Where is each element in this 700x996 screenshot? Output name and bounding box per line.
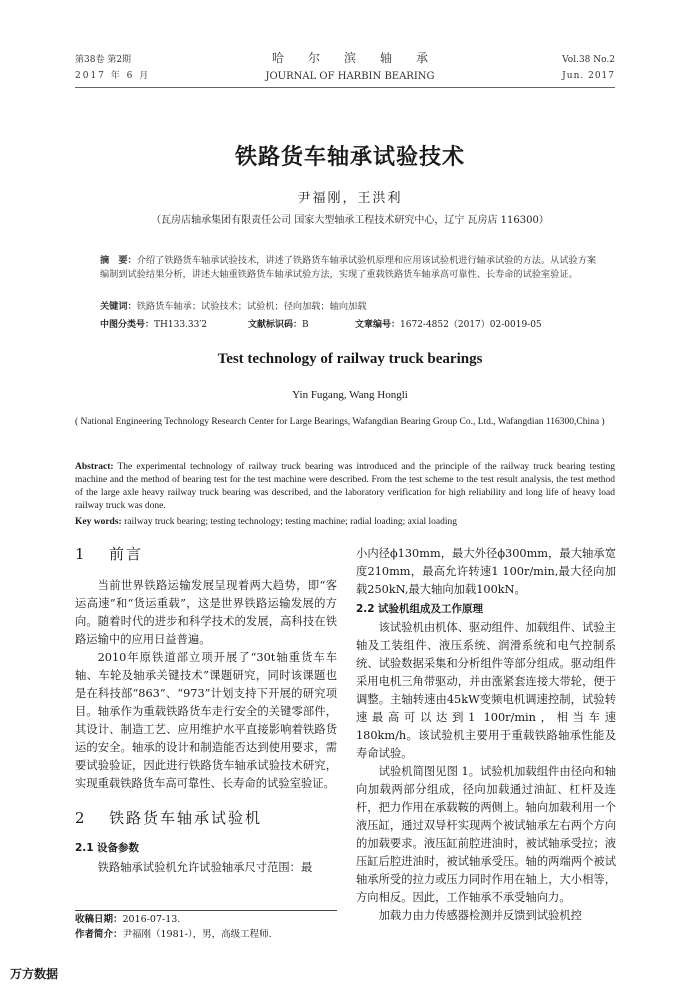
affiliation-en: ( National Engineering Technology Research Center for Large Bearings, Wafangdian Bearing Group Co., Ltd., Wafangdian 116300,China )	[75, 417, 605, 427]
section-2-1-paragraph-cont: 小内径ϕ130mm，最大外径ϕ300mm，最大轴承宽度210mm，最高允许转速1 100r/min,最大径向加载250kN,最大轴向加载100kN。	[356, 547, 616, 596]
left-column	[75, 545, 337, 877]
received-date: 2016-07-13.	[122, 914, 181, 925]
keywords-cn-label: 关键词：	[100, 301, 137, 312]
keywords-cn	[100, 300, 600, 314]
section-2-1-heading	[75, 839, 337, 857]
author-bio-label: 作者简介：	[75, 929, 123, 940]
section-2-2-title: 试验机组成及工作原理	[378, 603, 483, 615]
section-2-2-heading	[356, 600, 616, 618]
header-rule	[75, 87, 615, 88]
affiliation-cn: （瓦房店轴承集团有限责任公司 国家大型轴承工程技术研究中心，辽宁 瓦房店 116300）	[151, 215, 549, 226]
received-label: 收稿日期：	[75, 914, 123, 925]
abstract-en-label: Abstract:	[75, 462, 114, 472]
header-date-cn: 2017 年 6 月	[75, 71, 151, 81]
paper-title-en: Test technology of railway truck bearings	[217, 351, 483, 367]
section-2-heading	[75, 809, 337, 827]
section-1-paragraph-1: 当前世界铁路运输发展呈现着两大趋势，即“客运高速”和“货运重载”，这是世界铁路运输发展的方向。随着时代的进步和科学技术的发展，高科技在铁路运输中的应用日益普遍。	[75, 579, 337, 646]
paper-title-cn: 铁路货车轴承试验技术	[234, 145, 465, 170]
journal-name-cn: 哈 尔 滨 轴 承	[271, 51, 428, 65]
keywords-cn-text: 铁路货车轴承；试验技术；试验机；径向加载；轴向加载	[136, 301, 367, 312]
footnote-received	[75, 913, 180, 927]
section-2-2-number: 2.2	[356, 603, 375, 615]
section-2-1-title: 设备参数	[97, 842, 139, 854]
section-1-number: 1	[75, 545, 87, 563]
right-column	[356, 545, 616, 925]
section-1-heading	[75, 545, 337, 563]
article-number	[355, 317, 542, 330]
author-bio: 尹福刚（1981-），男，高级工程师.	[122, 929, 272, 940]
section-2-1-paragraph-start: 铁路轴承试验机允许试验轴承尺寸范围：最	[97, 861, 313, 874]
section-1-title: 前言	[109, 545, 144, 563]
section-2-2-paragraph-1: 该试验机由机体、驱动组件、加载组件、试验主轴及工装组件、液压系统、润滑系统和电气控制系统、试验数据采集和分析组件等部分组成。驱动组件采用电机三角带驱动，并由涨紧套连接大带轮，便于调整。主轴转速由45kW变频电机调速控制，试验转速最高可以达到1 100r/min，相当车速180km/h。该试验机主要用于重载铁路轴承性能及寿命试验。	[356, 621, 616, 760]
header-date-en: Jun. 2017	[562, 71, 615, 81]
journal-name-en: JOURNAL OF HARBIN BEARING	[265, 71, 435, 82]
header-vol-issue-cn: 第38卷 第2期	[75, 55, 132, 65]
section-1-paragraph-2: 2010年原铁道部立项开展了“30t轴重货车车轴、车轮及轴承关键技术”课题研究，同时该课题也是在科技部“863”、“973”计划支持下开展的研究项目。轴承作为重载铁路货车走行安全的关键零部件，其设计、制造工艺、应用维护水平直接影响着铁路货运的安全。轴承的设计和制造能否达到使用要求，需要试验验证，因此进行铁路货车轴承试验技术研究，实现重载铁路货车高可靠性、长寿命的试验室验证。	[75, 651, 337, 790]
section-2-title: 铁路货车轴承试验机	[109, 809, 263, 827]
abstract-cn-label: 摘 要：	[100, 255, 137, 266]
section-2-1-number: 2.1	[75, 842, 94, 854]
clc-label: 中图分类号：	[100, 320, 155, 330]
keywords-en-label: Key words:	[75, 517, 122, 527]
section-2-2-paragraph-2: 试验机简图见图 1。试验机加载组件由径向和轴向加载两部分组成，径向加载通过油缸、杠杆及连杆，把力作用在承载鞍的两侧上。轴向加载利用一个液压缸，通过双导杆实现两个被试轴承左右两个方向的加载要求。液压缸前腔进油时，被试轴承受拉；液压缸后腔进油时，被试轴承受压。轴的两端两个被试轴承所受的拉力或压力同时作用在轴上，大小相等，方向相反。因此，工作轴承不承受轴向力。	[356, 765, 616, 904]
article-no-value: 1672-4852（2017）02-0019-05	[400, 320, 542, 330]
authors-cn: 尹福刚，王洪利	[297, 191, 403, 206]
section-2-number: 2	[75, 809, 87, 827]
header-vol-issue-en: Vol.38 No.2	[562, 55, 615, 65]
doc-code-value: B	[302, 320, 309, 330]
abstract-en	[75, 461, 615, 513]
clc-value: TH133.33′2	[154, 320, 208, 330]
authors-en: Yin Fugang, Wang Hongli	[292, 389, 408, 401]
section-2-2-paragraph-3: 加载力由力传感器检测并反馈到试验机控	[378, 909, 582, 922]
footnote-rule	[75, 910, 337, 911]
article-no-label: 文章编号：	[355, 320, 401, 330]
abstract-cn-text: 介绍了铁路货车轴承试验技术，讲述了铁路货车轴承试验机原理和应用该试验机进行轴承试验的方法。从试验方案编制到试验结果分析，讲述大轴重铁路货车轴承试验方法，实现了重载铁路货车轴承高可靠性、长寿命的试验室验证。	[100, 255, 597, 280]
doc-code-label: 文献标识码：	[248, 320, 303, 330]
wanfang-watermark: 万方数据	[10, 967, 59, 981]
keywords-en	[75, 516, 615, 529]
keywords-en-text: railway truck bearing; testing technology; testing machine; radial loading; axial loading	[121, 517, 458, 527]
abstract-cn	[100, 254, 600, 282]
abstract-en-text: The experimental technology of railway truck bearing was introduced and the principle of the railway truck bearing testing machine and the method of bearing test for the test machine were described. From the test scheme to the test result analysis, the test method of the large axle heavy railway truck bearing was described, and the laboratory verification for high reliability and long life of heavy load railway truck was done.	[75, 462, 615, 511]
footnote-author	[75, 928, 272, 942]
doc-code	[248, 317, 309, 330]
clc-number	[100, 317, 207, 330]
